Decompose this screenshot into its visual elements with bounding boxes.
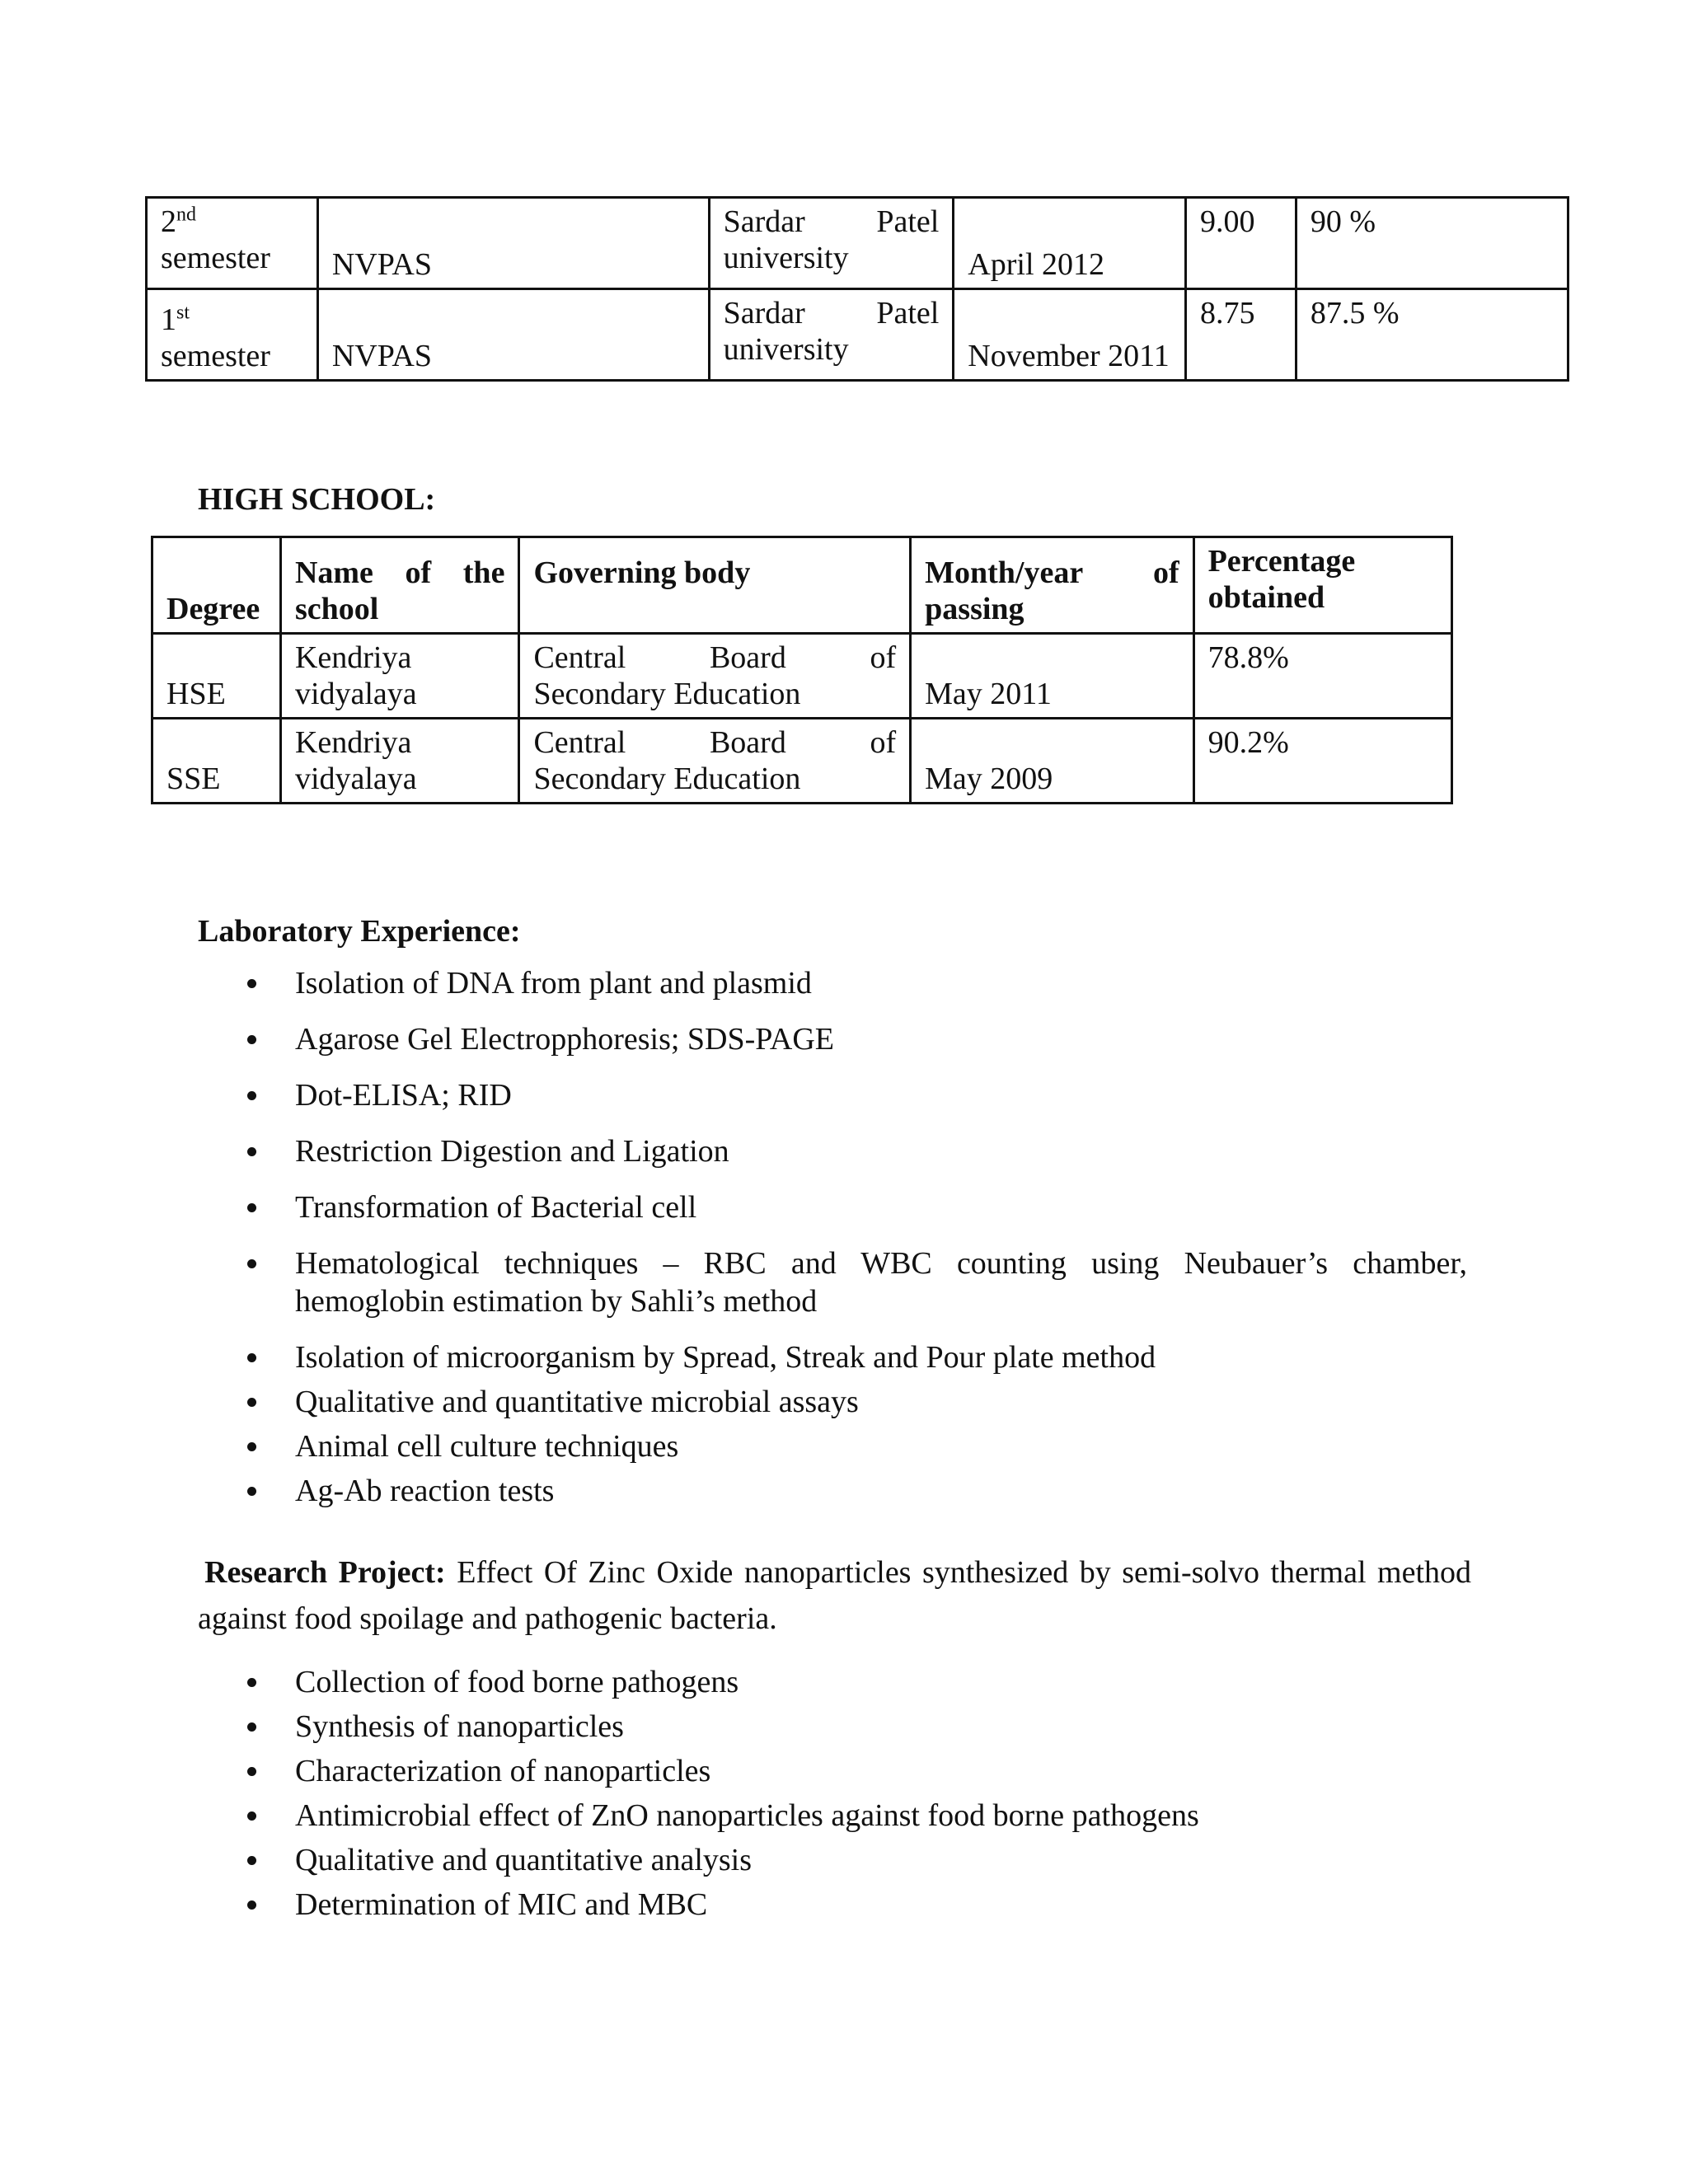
bullet-icon — [247, 1678, 256, 1687]
university-word: Sardar — [723, 204, 805, 239]
list-item — [198, 1383, 1467, 1421]
semester-cell — [147, 198, 318, 289]
bullet-icon — [247, 979, 256, 988]
lab-experience-heading: Laboratory Experience: — [198, 914, 521, 949]
governing-word: Board — [709, 640, 786, 675]
university-word: university — [723, 332, 849, 367]
list-item — [198, 1841, 1467, 1879]
list-item — [198, 1244, 1467, 1320]
list-item — [198, 1188, 1467, 1226]
school-line: vidyalaya — [294, 677, 417, 711]
research-project-label: Research Project: — [204, 1555, 446, 1590]
semester-number: 1 — [161, 302, 176, 337]
research-project-paragraph — [198, 1549, 1471, 1642]
list-item — [198, 1797, 1467, 1835]
bullet-icon — [247, 1091, 256, 1100]
list-item — [198, 1708, 1467, 1746]
bullet-icon — [247, 1147, 256, 1156]
semester-number: 2 — [161, 204, 176, 239]
list-item-text: Characterization of nanoparticles — [295, 1754, 711, 1788]
school-line: Kendriya — [294, 725, 412, 760]
list-item — [198, 1132, 1467, 1170]
governing-cell — [519, 634, 911, 719]
semester-cell — [147, 289, 318, 381]
cgpa-cell: 9.00 — [1185, 198, 1296, 289]
bullet-icon — [247, 1398, 256, 1407]
date-cell: April 2012 — [954, 198, 1186, 289]
list-item — [198, 1427, 1467, 1465]
list-item — [198, 1752, 1467, 1790]
list-item-text: Ag-Ab reaction tests — [295, 1474, 555, 1508]
high-school-table — [151, 536, 1453, 804]
passing-header — [911, 537, 1193, 634]
list-item-text: Collection of food borne pathogens — [295, 1665, 739, 1699]
school-line: vidyalaya — [294, 762, 417, 796]
governing-word: of — [870, 725, 897, 760]
school-line: Kendriya — [294, 640, 412, 675]
percentage-cell: 78.8% — [1193, 634, 1451, 719]
bullet-icon — [247, 1811, 256, 1821]
header-word: Month/year — [925, 555, 1084, 590]
header-word: the — [462, 555, 505, 590]
list-item-text: Synthesis of nanoparticles — [295, 1709, 624, 1744]
list-item — [198, 1076, 1467, 1114]
list-item-text: Qualitative and quantitative analysis — [295, 1843, 753, 1877]
header-word: of — [405, 555, 432, 590]
list-item-text: Isolation of microorganism by Spread, Streak and Pour plate method — [295, 1340, 1156, 1375]
institute-cell: NVPAS — [317, 198, 709, 289]
semester-suffix: st — [176, 302, 190, 324]
university-cell — [709, 198, 954, 289]
bullet-icon — [247, 1487, 256, 1496]
list-item — [198, 964, 1467, 1002]
governing-word: of — [870, 640, 897, 675]
bullet-icon — [247, 1353, 256, 1362]
semester-label: semester — [161, 241, 270, 275]
governing-word: Secondary Education — [533, 762, 801, 796]
list-item-text: Restriction Digestion and Ligation — [295, 1134, 729, 1169]
list-item-text: Dot-ELISA; RID — [295, 1078, 512, 1113]
governing-word: Central — [533, 640, 626, 675]
bullet-icon — [247, 1767, 256, 1776]
bullet-icon — [247, 1900, 256, 1910]
lab-experience-list — [198, 964, 1467, 1516]
percentage-header — [1193, 537, 1451, 634]
header-word: obtained — [1207, 580, 1325, 615]
university-word: Sardar — [723, 296, 805, 330]
bullet-icon — [247, 1259, 256, 1268]
school-cell — [280, 719, 519, 804]
list-item-text: Animal cell culture techniques — [295, 1429, 679, 1464]
header-word: Governing body — [533, 555, 751, 590]
bullet-icon — [247, 1035, 256, 1044]
school-header — [280, 537, 519, 634]
table-row — [147, 289, 1568, 381]
bullet-icon — [247, 1856, 256, 1865]
list-item-text: Transformation of Bacterial cell — [295, 1190, 697, 1225]
list-item — [198, 1886, 1467, 1924]
header-word: Percentage — [1207, 544, 1356, 579]
high-school-heading: HIGH SCHOOL: — [198, 482, 436, 517]
governing-word: Board — [709, 725, 786, 760]
table-row — [152, 719, 1452, 804]
list-item-text: Agarose Gel Electropphoresis; SDS-PAGE — [295, 1022, 835, 1057]
semester-table — [145, 196, 1569, 382]
percentage-cell: 90.2% — [1193, 719, 1451, 804]
header-word: passing — [925, 592, 1025, 626]
list-item-text: Determination of MIC and MBC — [295, 1887, 708, 1922]
header-word: of — [1152, 555, 1179, 590]
university-word: university — [723, 241, 849, 275]
header-word: Name — [294, 555, 373, 590]
governing-word: Central — [533, 725, 626, 760]
semester-label: semester — [161, 339, 270, 373]
bullet-icon — [247, 1722, 256, 1732]
governing-word: Secondary Education — [533, 677, 801, 711]
degree-cell: SSE — [152, 719, 281, 804]
bullet-icon — [247, 1203, 256, 1212]
university-word: Patel — [876, 204, 940, 239]
governing-header — [519, 537, 911, 634]
header-word: school — [294, 592, 379, 626]
date-cell: November 2011 — [954, 289, 1186, 381]
passing-cell: May 2011 — [911, 634, 1193, 719]
list-item — [198, 1472, 1467, 1510]
table-row — [147, 198, 1568, 289]
degree-header: Degree — [152, 537, 281, 634]
research-project-list — [198, 1663, 1467, 1930]
school-cell — [280, 634, 519, 719]
list-item-text: Antimicrobial effect of ZnO nanoparticles against food borne pathogens — [295, 1798, 1199, 1833]
research-project-text: Effect Of Zinc Oxide nanoparticles synthesized by semi-solvo thermal method against food spoilage and pathogenic bacteria. — [198, 1555, 1472, 1636]
governing-cell — [519, 719, 911, 804]
list-item — [198, 1338, 1467, 1376]
list-item-text: Hematological techniques – RBC and WBC counting using Neubauer’s chamber, hemoglobin estimation by Sahli’s method — [295, 1246, 1467, 1319]
institute-cell: NVPAS — [317, 289, 709, 381]
passing-cell: May 2009 — [911, 719, 1193, 804]
list-item — [198, 1663, 1467, 1701]
cgpa-cell: 8.75 — [1185, 289, 1296, 381]
percent-cell: 90 % — [1296, 198, 1568, 289]
list-item-text: Qualitative and quantitative microbial assays — [295, 1385, 859, 1419]
list-item — [198, 1020, 1467, 1058]
table-row — [152, 634, 1452, 719]
list-item-text: Isolation of DNA from plant and plasmid — [295, 966, 812, 1001]
percent-cell: 87.5 % — [1296, 289, 1568, 381]
degree-cell: HSE — [152, 634, 281, 719]
semester-suffix: nd — [176, 204, 196, 226]
bullet-icon — [247, 1442, 256, 1451]
table-header-row — [152, 537, 1452, 634]
university-word: Patel — [876, 296, 940, 330]
university-cell — [709, 289, 954, 381]
